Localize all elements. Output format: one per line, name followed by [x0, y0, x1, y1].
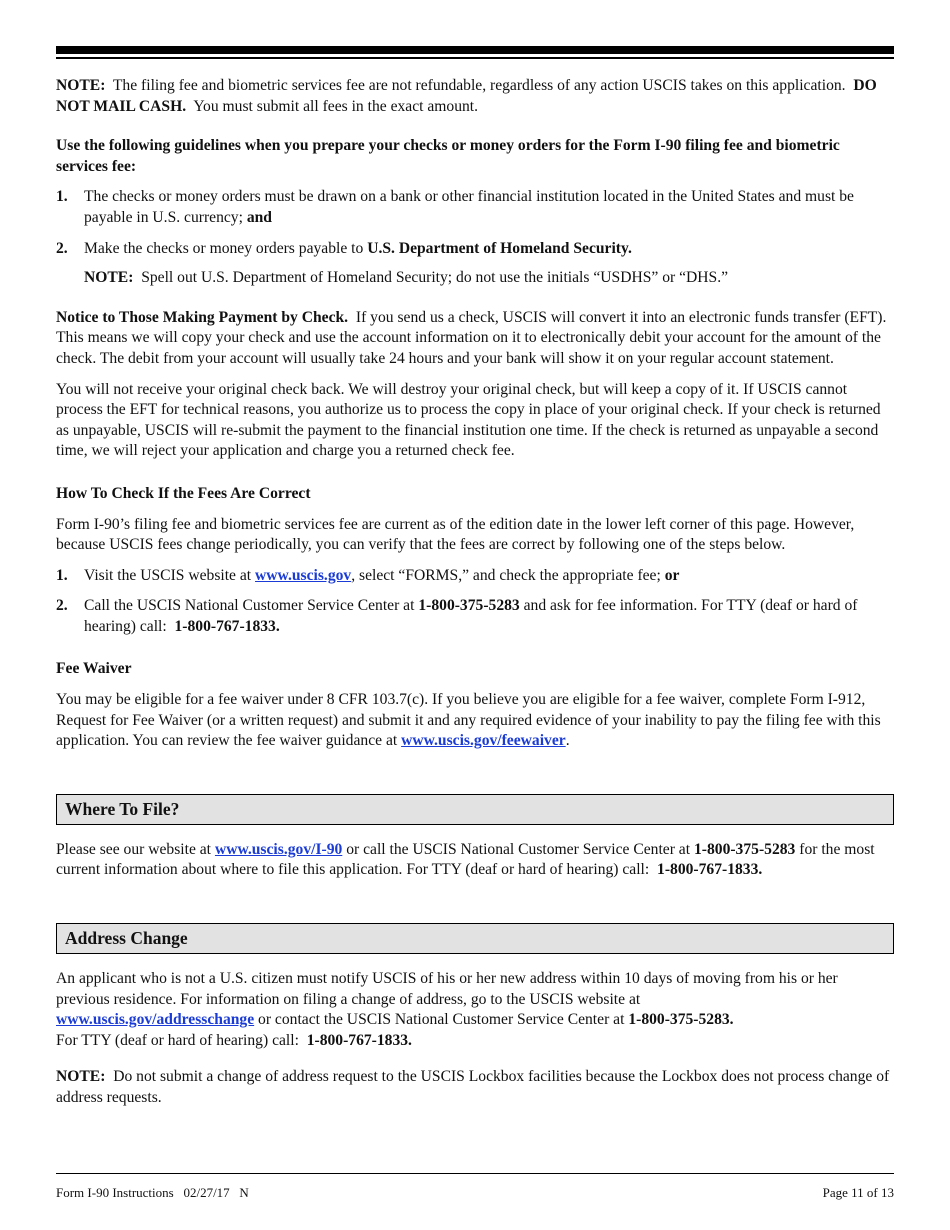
fee-note-text: The filing fee and biometric services fee are not refundable, regardless of any action USCIS takes on this application.	[112, 77, 846, 94]
list-number: 2.	[56, 239, 68, 257]
tty-phone: 1-800-767-1833.	[174, 617, 280, 635]
exact-amount-text: You must submit all fees in the exact amount.	[193, 97, 479, 115]
page-footer	[56, 1173, 894, 1204]
address-change-header: Address Change	[56, 923, 894, 954]
where-to-file-paragraph	[56, 840, 894, 881]
check-notice-label: Notice to Those Making Payment by Check.	[56, 308, 349, 326]
address-change-paragraph	[56, 969, 894, 1051]
form-edition: Form I-90 Instructions 02/27/17 N	[56, 1185, 249, 1200]
initials-note-text: Spell out U.S. Department of Homeland Security; do not use the initials “USDHS” or “DHS.”	[141, 269, 729, 287]
fee-note-paragraph	[56, 76, 894, 117]
tty-phone: 1-800-767-1833.	[657, 861, 763, 879]
header-rule-thick	[56, 46, 894, 54]
list-item-bold: or	[664, 566, 680, 584]
where-to-file-header: Where To File?	[56, 794, 894, 825]
fee-waiver-link[interactable]: www.uscis.gov/feewaiver	[401, 732, 566, 750]
fee-waiver-text: You may be eligible for a fee waiver under 8 CFR 103.7(c). If you believe you are eligible for a fee waiver, complete Form I-912, Request for Fee Waiver (or a written request) and submit it and any required evidence of your inability to pay the filing fee with this application. You can review the fee waiver guidance at	[56, 691, 881, 750]
where-to-file-text: or call the USCIS National Customer Service Center at	[346, 840, 691, 858]
list-item-text: , select “FORMS,” and check the appropriate fee;	[351, 566, 661, 584]
fee-note-label: NOTE:	[56, 77, 106, 94]
list-item-bold: and	[246, 208, 272, 226]
uscis-website-link[interactable]: www.uscis.gov	[255, 566, 352, 584]
where-to-file-text: Please see our website at	[56, 840, 212, 858]
no-cash-warning: DO NOT MAIL CASH.	[56, 77, 877, 115]
document-page	[56, 46, 894, 1109]
ncsc-phone: 1-800-375-5283.	[628, 1011, 734, 1029]
list-number: 1.	[56, 566, 68, 584]
tty-phone: 1-800-767-1833.	[306, 1031, 412, 1049]
address-change-text: or contact the USCIS National Customer Service Center at	[258, 1011, 625, 1029]
address-change-link[interactable]: www.uscis.gov/addresschange	[56, 1011, 255, 1029]
check-notice-paragraph	[56, 308, 894, 370]
initials-note	[84, 268, 894, 289]
lockbox-note-text: Do not submit a change of address request to the USCIS Lockbox facilities because the Lockbox does not process change of address requests.	[56, 1068, 890, 1106]
header-rule-thin	[56, 57, 894, 59]
page-number: Page 11 of 13	[822, 1185, 894, 1200]
fees-check-intro: Form I-90’s filing fee and biometric services fee are current as of the edition date in the lower left corner of this page. However, because USCIS fees change periodically, you can verify that the fees are correct by following one of the steps below.	[56, 515, 855, 554]
payee-name: U.S. Department of Homeland Security.	[367, 239, 632, 257]
list-item-text: Make the checks or money orders payable to	[84, 239, 364, 257]
sentence-end: .	[565, 732, 570, 750]
list-number: 2.	[56, 597, 68, 615]
list-number: 1.	[56, 188, 68, 206]
guidelines-heading: Use the following guidelines when you prepare your checks or money orders for the Form I-90 filing fee and biometric services fee:	[56, 137, 840, 175]
i90-link[interactable]: www.uscis.gov/I-90	[214, 840, 343, 858]
list-item-text: Call the USCIS National Customer Service Center at	[84, 597, 415, 615]
ncsc-phone: 1-800-375-5283	[693, 840, 796, 858]
lockbox-note	[56, 1067, 894, 1108]
check-notice-text: If you send us a check, USCIS will convert it into an electronic funds transfer (EFT). This means we will copy your check and use the account information on it to electronically debit your account for the amount of the check. The debit from your account will usually take 24 hours and your bank will show it on your regular account statement.	[56, 308, 887, 367]
initials-note-label: NOTE:	[84, 269, 134, 287]
list-item	[56, 187, 894, 228]
fee-waiver-paragraph	[56, 690, 894, 752]
list-item	[56, 596, 894, 637]
fees-check-list	[56, 566, 894, 638]
list-item	[56, 566, 894, 587]
check-return-paragraph: You will not receive your original check back. We will destroy your original check, but will keep a copy of it. If USCIS cannot process the EFT for technical reasons, you authorize us to process the copy in place of your original check. If your check is returned as unpayable, USCIS will re-submit the payment to the financial institution one time. If the check is returned as unpayable a second time, we will reject your application and charge you a returned check fee.	[56, 380, 881, 460]
fees-check-heading: How To Check If the Fees Are Correct	[56, 484, 311, 502]
list-item	[56, 239, 894, 260]
fee-waiver-heading: Fee Waiver	[56, 660, 132, 678]
lockbox-note-label: NOTE:	[56, 1068, 106, 1086]
address-change-text: For TTY (deaf or hard of hearing) call:	[56, 1031, 299, 1049]
where-to-file-text: for the most current information about where to file this application. For TTY (deaf or hard of hearing) call:	[56, 840, 875, 879]
ncsc-phone: 1-800-375-5283	[418, 597, 520, 615]
list-item-text: Visit the USCIS website at	[84, 566, 252, 584]
list-item-text: The checks or money orders must be drawn on a bank or other financial institution located in the United States and must be payable in U.S. currency;	[84, 188, 854, 226]
guidelines-list	[56, 187, 894, 259]
list-item-text: and ask for fee information. For TTY (deaf or hard of hearing) call:	[84, 597, 858, 635]
address-change-text: An applicant who is not a U.S. citizen must notify USCIS of his or her new address within 10 days of moving from his or her previous residence. For information on filing a change of address, go to the USCIS website at	[56, 970, 838, 1008]
